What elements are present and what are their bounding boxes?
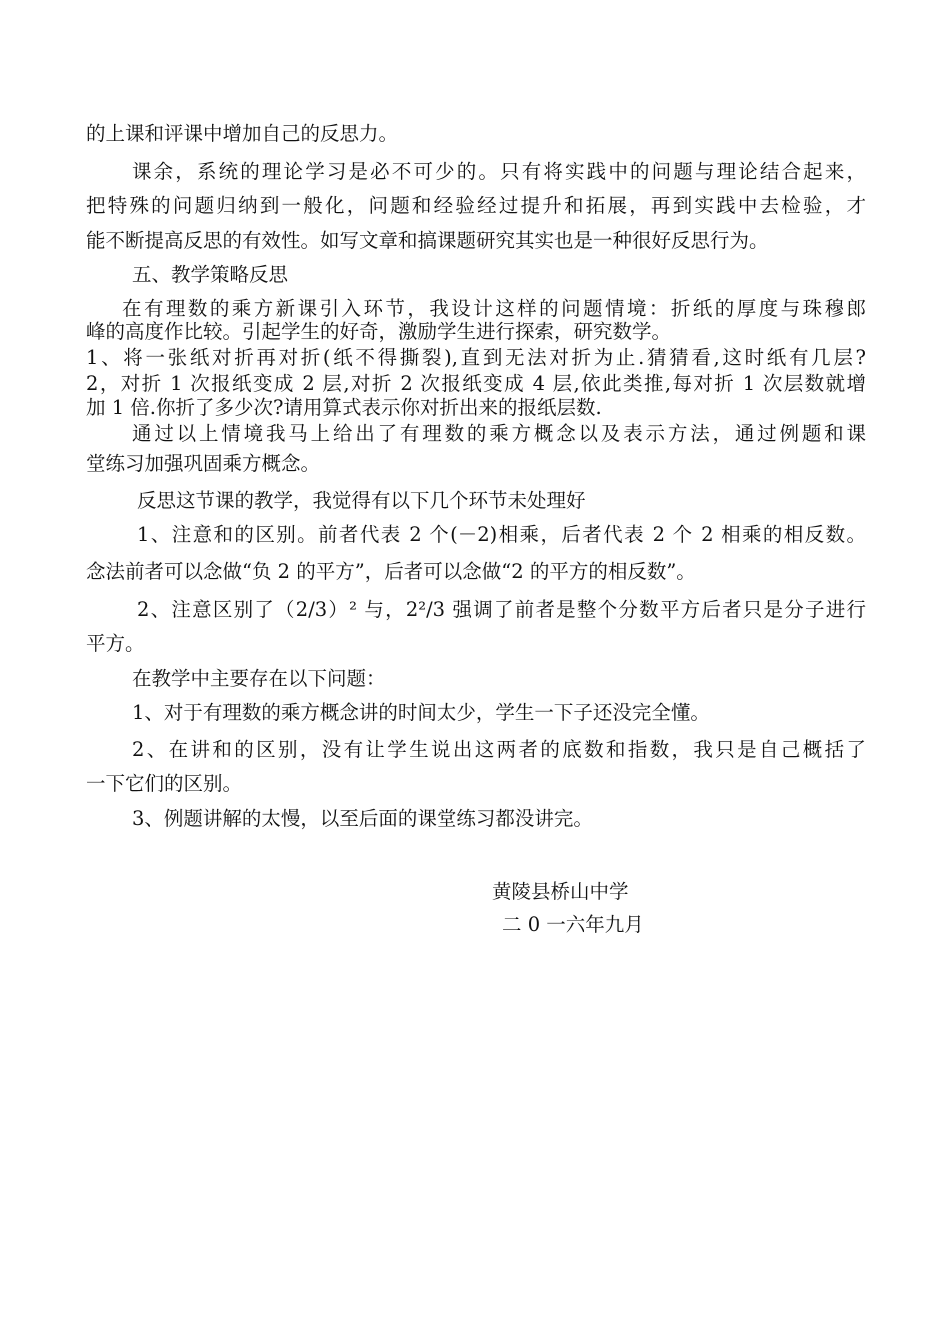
paragraph-line: 念法前者可以念做“负 2 的平方”，后者可以念做“2 的平方的相反数”。: [86, 560, 696, 583]
paragraph-line: 堂练习加强巩固乘方概念。: [86, 452, 321, 475]
paragraph-line: 通过以上情境我马上给出了有理数的乘方概念以及表示方法，通过例题和课: [132, 422, 866, 445]
paragraph-line: 一下它们的区别。: [86, 772, 243, 795]
paragraph-line: 峰的高度作比较。引起学生的好奇，激励学生进行探索，研究数学。: [86, 320, 672, 343]
signature-school: 黄陵县桥山中学: [492, 880, 629, 903]
paragraph-line: 的上课和评课中增加自己的反思力。: [86, 122, 399, 145]
paragraph-line: 在有理数的乘方新课引入环节，我设计这样的问题情境：折纸的厚度与珠穆郎: [122, 297, 866, 320]
paragraph-line: 课余，系统的理论学习是必不可少的。只有将实践中的问题与理论结合起来，: [132, 160, 866, 183]
paragraph-line: 2、在讲和的区别，没有让学生说出这两者的底数和指数，我只是自己概括了: [132, 738, 866, 761]
paragraph-line: 1、对于有理数的乘方概念讲的时间太少，学生一下子还没完全懂。: [132, 701, 710, 724]
section-heading: 五、教学策略反思: [132, 263, 289, 286]
paragraph-line: 平方。: [86, 632, 145, 655]
paragraph-line: 2，对折 1 次报纸变成 2 层,对折 2 次报纸变成 4 层,依此类推,每对折 1 次层数就增: [86, 372, 866, 395]
paragraph-line: 反思这节课的教学，我觉得有以下几个环节未处理好: [137, 489, 586, 512]
paragraph-line: 1、注意和的区别。前者代表 2 个(－2)相乘，后者代表 2 个 2 相乘的相反数。: [137, 523, 866, 546]
paragraph-line: 3、例题讲解的太慢，以至后面的课堂练习都没讲完。: [132, 807, 593, 830]
paragraph-line: 1、将一张纸对折再对折(纸不得撕裂),直到无法对折为止.猜猜看,这时纸有几层?: [86, 346, 866, 369]
paragraph-line: 把特殊的问题归纳到一般化，问题和经验经过提升和拓展，再到实践中去检验，才: [86, 194, 866, 217]
paragraph-line: 2、注意区别了（2/3）² 与，2²/3 强调了前者是整个分数平方后者只是分子进行: [137, 598, 866, 621]
paragraph-line: 能不断提高反思的有效性。如写文章和搞课题研究其实也是一种很好反思行为。: [86, 229, 769, 252]
paragraph-line: 在教学中主要存在以下问题：: [132, 667, 386, 690]
signature-date: 二 0 一六年九月: [502, 913, 644, 936]
paragraph-line: 加 1 倍.你折了多少次?请用算式表示你对折出来的报纸层数.: [86, 396, 602, 419]
